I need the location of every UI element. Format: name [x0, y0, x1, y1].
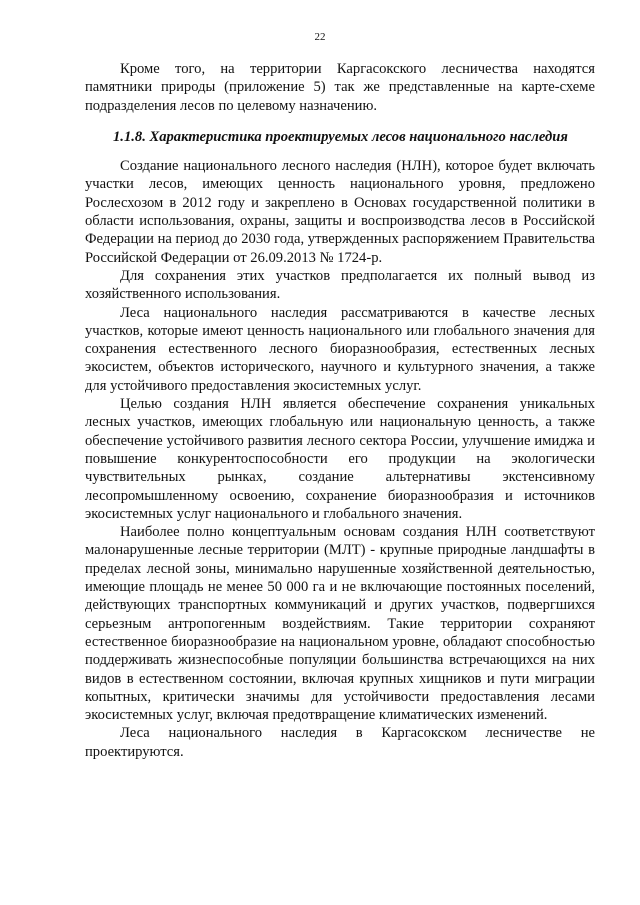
paragraph-nln-creation: Создание национального лесного наследия (НЛН), которое будет включать участки лесов, имеющих ценность национального уровня, предложено Рослесхозом в 2012 году и закреплено в Основах государственной политики в области использования, охраны, защиты и воспроизводства лесов в Российской Федерации на период до 2030 года, утвержденных распоряжением Правительства Российской Федерации от 26.09.2013 № 1724-р.	[85, 158, 595, 266]
page-number: 22	[314, 31, 326, 43]
paragraph-nln-definition: Леса национального наследия рассматриваются в качестве лесных участков, которые имеют ценность национального или глобального значения для сохранения естественного лесного биоразнообразия, естественных лесных экосистем, объектов исторического, научного и культурного значения, а также для устойчивого предоставления экосистемных услуг.	[85, 304, 595, 394]
intro-paragraph: Кроме того, на территории Каргасокского лесничества находятся памятники природы (приложение 5) так же представленные на карте-схеме подразделения лесов по целевому назначению.	[85, 61, 595, 114]
paragraph-withdrawal: Для сохранения этих участков предполагается их полный вывод из хозяйственного использования.	[85, 267, 595, 303]
paragraph-conclusion: Леса национального наследия в Каргасокском лесничестве не проектируются.	[85, 725, 595, 760]
section-heading: 1.1.8. Характеристика проектируемых лесов национального наследия	[113, 128, 568, 145]
paragraph-nln-goals: Целью создания НЛН является обеспечение сохранения уникальных лесных участков, имеющих глобальную или национальную ценность, а также обеспечение устойчивого развития лесного сектора России, улучшение имиджа и повышение конкурентоспособности его продукции на экологически чувствительных рынках, создание альтернативы экстенсивному лесопромышленному освоению, сохранение биоразнообразия и источников экосистемных услуг национального и глобального значения.	[85, 396, 595, 522]
document-body	[85, 60, 595, 761]
paragraph-mlt: Наиболее полно концептуальным основам создания НЛН соответствуют малонарушенные лесные территории (МЛТ) - крупные природные ландшафты в пределах лесной зоны, минимально нарушенные хозяйственной деятельностью, имеющие площадь не менее 50 000 га и не включающие постоянных поселений, действующих транспортных коммуникаций и других участков, подвергшихся серьезным антропогенным воздействиям. Такие территории сохраняют естественное биоразнообразие на национальном уровне, обладают способностью поддерживать жизнеспособные популяции большинства встречающихся на них видов в естественном состоянии, включая крупных хищников и пути миграции копытных, критически значимы для устойчивости предоставления лесами экосистемных услуг, включая предотвращение климатических изменений.	[85, 524, 595, 724]
